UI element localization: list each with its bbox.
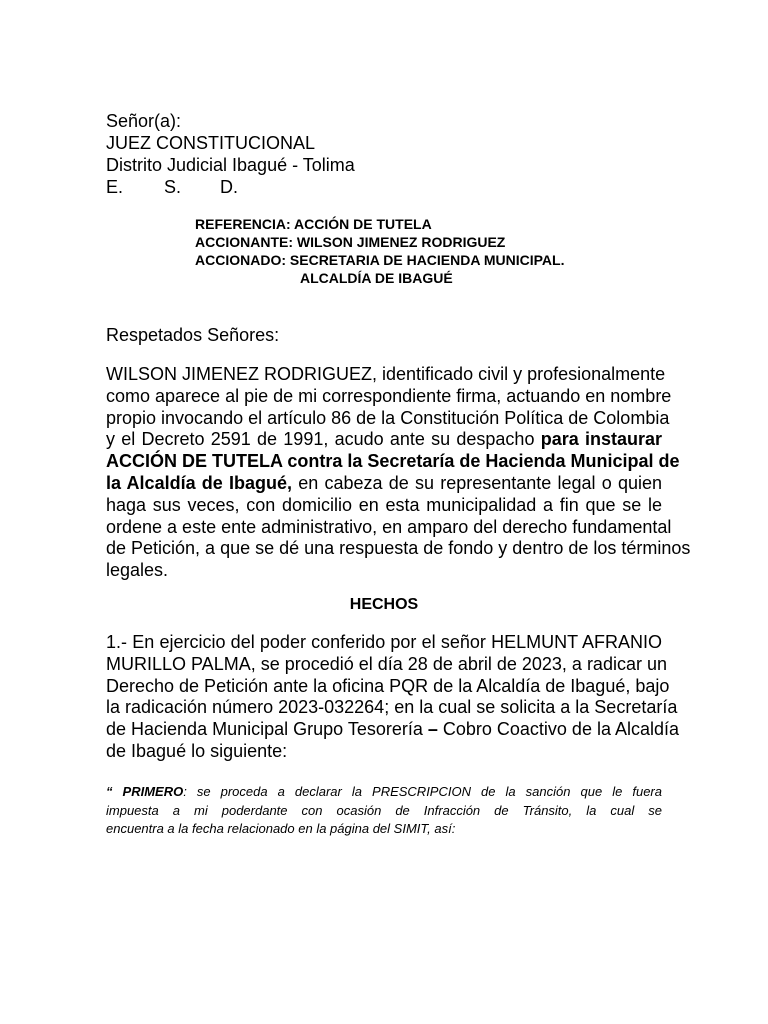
- intro-bold-text: la Alcaldía de Ibagué,: [106, 472, 293, 493]
- intro-paragraph: [106, 364, 691, 582]
- reference-value: ACCIÓN DE TUTELA: [290, 216, 432, 232]
- salutation: Señor(a):: [106, 111, 182, 131]
- intro-line: propio invocando el artículo 86 de la Constitución Política de Colombia: [106, 407, 670, 428]
- esd-e: E.: [106, 177, 124, 197]
- addressee-block: [106, 110, 355, 198]
- fact-line: 1.- En ejercicio del poder conferido por el señor HELMUNT AFRANIO: [106, 632, 662, 652]
- intro-text: y el Decreto 2591 de 1991, acudo ante su despacho: [106, 429, 541, 450]
- quoted-request: [106, 783, 662, 839]
- fact-line: de Ibagué lo siguiente:: [106, 740, 288, 761]
- judicial-district: Distrito Judicial Ibagué - Tolima: [106, 155, 355, 175]
- reference-label: REFERENCIA: [195, 216, 287, 232]
- intro-bold-text: para instaurar: [540, 429, 662, 450]
- intro-line: ACCIÓN DE TUTELA contra la Secretaría de Hacienda Municipal de: [106, 451, 680, 472]
- esd-line: [106, 176, 355, 198]
- quote-line: encuentra a la fecha relacionado en la página del SIMIT, así:: [106, 821, 456, 836]
- accionante-label: ACCIONANTE: [195, 234, 289, 250]
- esd-d: D.: [220, 177, 238, 197]
- intro-line: haga sus veces, con domicilio en esta municipalidad a fin que se le: [106, 494, 662, 515]
- fact-line: [106, 719, 680, 741]
- intro-line: [106, 429, 662, 451]
- intro-line: legales.: [106, 560, 169, 581]
- fact-text: Cobro Coactivo de la Alcaldía: [437, 719, 680, 740]
- accionante-line: ACCIONANTE: WILSON JIMENEZ RODRIGUEZ: [195, 234, 506, 250]
- judge-title: JUEZ CONSTITUCIONAL: [106, 133, 316, 153]
- fact-dash: –: [427, 719, 438, 740]
- fact-line: la radicación número 2023-032264; en la cual se solicita a la Secretaría: [106, 697, 678, 718]
- intro-line: [106, 473, 662, 495]
- fact-paragraph: [106, 632, 680, 763]
- quote-bold-label: PRIMERO: [122, 784, 184, 799]
- intro-line: WILSON JIMENEZ RODRIGUEZ, identificado civil y profesionalmente: [106, 364, 666, 384]
- accionado-label: ACCIONADO: [195, 252, 282, 268]
- quote-line: [106, 783, 662, 802]
- fact-text: de Hacienda Municipal Grupo Tesorería: [106, 719, 428, 740]
- accionante-value: WILSON JIMENEZ RODRIGUEZ: [293, 234, 506, 250]
- intro-line: como aparece al pie de mi correspondiente firma, actuando en nombre: [106, 385, 672, 406]
- reference-block: [195, 215, 564, 287]
- esd-s: S.: [164, 177, 182, 197]
- fact-line: Derecho de Petición ante la oficina PQR de la Alcaldía de Ibagué, bajo: [106, 675, 670, 696]
- quote-line: impuesta a mi poderdante con ocasión de Infracción de Tránsito, la cual se: [106, 802, 662, 818]
- intro-text: en cabeza de su representante legal o quien: [292, 472, 662, 493]
- quote-text: : se proceda a declarar la PRESCRIPCION de la sanción que le fuera: [183, 784, 662, 799]
- section-title: HECHOS: [349, 596, 419, 613]
- accionado-value: SECRETARIA DE HACIENDA MUNICIPAL.: [286, 252, 565, 268]
- fact-line: MURILLO PALMA, se procedió el día 28 de abril de 2023, a radicar un: [106, 653, 667, 674]
- greeting: Respetados Señores:: [106, 325, 280, 345]
- accionado-continuation: ALCALDÍA DE IBAGUÉ: [300, 270, 453, 286]
- intro-line: de Petición, a que se dé una respuesta de fondo y dentro de los términos: [106, 538, 691, 559]
- intro-line: ordene a este ente administrativo, en amparo del derecho fundamental: [106, 516, 672, 537]
- reference-line: REFERENCIA: ACCIÓN DE TUTELA: [195, 216, 432, 232]
- accionado-line: ACCIONADO: SECRETARIA DE HACIENDA MUNICIPAL.: [195, 252, 565, 268]
- quote-mark: “: [106, 784, 123, 799]
